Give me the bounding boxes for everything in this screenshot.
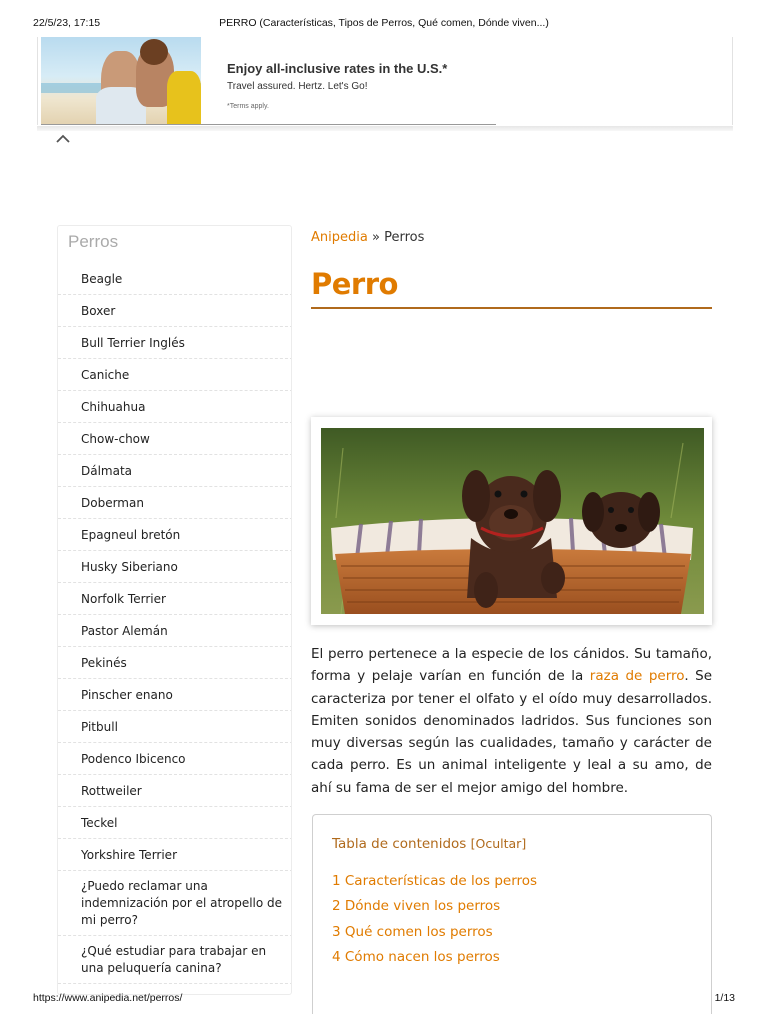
sidebar-item-doberman[interactable]: Doberman [58, 487, 292, 519]
title-divider [311, 307, 712, 309]
sidebar-item-epagneul-breton[interactable]: Epagneul bretón [58, 519, 292, 551]
ad-subline: Travel assured. Hertz. Let's Go! [227, 81, 368, 92]
ad-photo [41, 37, 201, 125]
toc-header [332, 836, 526, 852]
toc-item-donde-viven[interactable]: 2 Dónde viven los perros [332, 898, 501, 915]
ad-headline: Enjoy all-inclusive rates in the U.S.* [227, 61, 448, 76]
sidebar-item-chow-chow[interactable]: Chow-chow [58, 423, 292, 455]
toc-item-caracteristicas[interactable]: 1 Características de los perros [332, 873, 538, 889]
sidebar-item-norfolk-terrier[interactable]: Norfolk Terrier [58, 583, 292, 615]
print-page-number: 1/13 [714, 992, 735, 1004]
breadcrumb-separator: » [371, 230, 380, 245]
toc-item-que-comen[interactable]: 3 Qué comen los perros [332, 923, 493, 940]
ad-banner[interactable] [41, 37, 496, 125]
intro-text-before: El perro pertenece a la especie de los cánidos. Su tamaño, forma y pelaje varían en función de la [311, 646, 712, 685]
ad-terms: *Terms apply. [227, 103, 269, 110]
sidebar-item-pitbull[interactable]: Pitbull [58, 711, 292, 743]
breadcrumb [311, 230, 424, 245]
sidebar-item-indemnizacion[interactable]: ¿Puedo reclamar una indemnización por el atropello de mi perro? [58, 871, 292, 936]
print-datetime: 22/5/23, 17:15 [33, 17, 101, 29]
toc-list [332, 873, 537, 974]
page-title: Perro [311, 267, 398, 301]
table-of-contents [312, 814, 712, 1014]
sidebar-item-yorkshire-terrier[interactable]: Yorkshire Terrier [58, 839, 292, 871]
sidebar-item-bull-terrier[interactable]: Bull Terrier Inglés [58, 327, 292, 359]
sidebar-item-dalmata[interactable]: Dálmata [58, 455, 292, 487]
sidebar-item-rottweiler[interactable]: Rottweiler [58, 775, 292, 807]
ad-divider [37, 126, 733, 131]
breadcrumb-home-link[interactable]: Anipedia [311, 230, 368, 245]
sidebar-item-podenco-ibicenco[interactable]: Podenco Ibicenco [58, 743, 292, 775]
sidebar-item-pastor-aleman[interactable]: Pastor Alemán [58, 615, 292, 647]
toc-toggle-button[interactable]: [Ocultar] [470, 836, 527, 851]
sidebar-title: Perros [68, 232, 119, 251]
toc-item-como-nacen[interactable]: 4 Cómo nacen los perros [332, 948, 500, 965]
sidebar [57, 225, 292, 995]
sidebar-item-caniche[interactable]: Caniche [58, 359, 292, 391]
sidebar-item-beagle[interactable]: Beagle [58, 263, 292, 295]
print-page-title: PERRO (Características, Tipos de Perros, Qué comen, Dónde viven...) [219, 17, 549, 29]
intro-paragraph [311, 643, 712, 799]
sidebar-item-husky-siberiano[interactable]: Husky Siberiano [58, 551, 292, 583]
sidebar-item-peluqueria-canina[interactable]: ¿Qué estudiar para trabajar en una peluquería canina? [58, 936, 292, 984]
sidebar-list [58, 263, 292, 984]
chevron-up-icon[interactable] [55, 134, 71, 144]
toc-title: Tabla de contenidos [332, 836, 467, 852]
sidebar-item-pinscher-enano[interactable]: Pinscher enano [58, 679, 292, 711]
hero-image-frame [311, 417, 712, 625]
sidebar-item-pekines[interactable]: Pekinés [58, 647, 292, 679]
puppies-in-basket-image [321, 428, 704, 614]
sidebar-item-teckel[interactable]: Teckel [58, 807, 292, 839]
breadcrumb-current: Perros [384, 230, 425, 245]
intro-text-after: . Se caracteriza por tener el olfato y el oído muy desarrollados. Emiten sonidos denominados ladridos. Sus funciones son muy diversas según las cualidades, tamaño y carácter de cada perro. Es un animal inteligente y leal a su amo, de ahí su fama de ser el mejor amigo del hombre. [311, 668, 713, 796]
sidebar-item-boxer[interactable]: Boxer [58, 295, 292, 327]
sidebar-item-chihuahua[interactable]: Chihuahua [58, 391, 292, 423]
raza-de-perro-link[interactable]: raza de perro [589, 668, 685, 685]
ad-frame-right [726, 37, 733, 125]
print-url: https://www.anipedia.net/perros/ [33, 992, 183, 1004]
